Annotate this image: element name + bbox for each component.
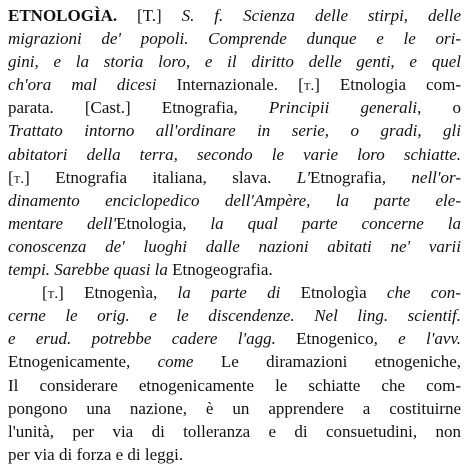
text-segment: e erud. potrebbe cadere l'agg. xyxy=(8,329,297,349)
text-line xyxy=(8,235,461,258)
text-segment: migrazioni de' popoli. Comprende dunque e le ori- xyxy=(8,29,461,49)
text-line xyxy=(8,119,461,142)
text-segment: ] Etnologia com- xyxy=(314,75,461,95)
text-segment: [ xyxy=(8,167,14,187)
text-segment: tempi. Sarebbe quasi la xyxy=(8,260,173,280)
text-line xyxy=(8,166,461,189)
text-segment: dinamento enciclopedico dell'Ampère, la parte ele- xyxy=(8,190,461,210)
text-segment: pongono una nazione, è un apprendere a costituirne xyxy=(8,398,461,418)
text-segment: , e l'avv. xyxy=(373,329,461,349)
text-segment: , come xyxy=(126,352,221,372)
text-segment: la parte di xyxy=(177,283,301,303)
text-segment: t. xyxy=(13,170,25,187)
text-segment: Etnogenico xyxy=(296,329,374,349)
text-segment: per via di forza e di leggi. xyxy=(8,444,184,464)
text-line xyxy=(8,281,461,304)
text-segment: Etnologìa xyxy=(300,283,387,303)
text-segment: [T.] xyxy=(117,6,182,25)
text-segment: Etnografia xyxy=(309,167,382,187)
text-segment: gini, e la storia loro, e il diritto delle genti, e quel xyxy=(8,52,461,72)
headword: ETNOLOGÌA. xyxy=(8,6,118,25)
text-segment: parata. [Cast.] Etnografia, xyxy=(8,98,269,118)
text-segment: , la qual parte concerne la xyxy=(182,213,461,233)
text-segment: , o xyxy=(417,98,461,118)
text-line xyxy=(8,374,461,397)
text-line xyxy=(8,73,461,96)
text-segment: abitatori della terra, secondo le varie loro schiatte. xyxy=(8,144,461,164)
text-segment: Etnologia xyxy=(116,213,183,233)
text-segment: l'unità, per via di tolleranza e di consuetudini, non xyxy=(8,421,461,441)
text-line xyxy=(8,304,461,327)
text-segment: che con- xyxy=(386,283,461,303)
text-line xyxy=(8,443,461,466)
text-segment: L' xyxy=(296,167,310,187)
text-segment: mentare dell' xyxy=(8,213,117,233)
text-line xyxy=(8,327,461,350)
text-line xyxy=(8,27,461,50)
text-segment: Principii generali xyxy=(268,98,418,118)
text-segment: ] Etnografia italiana, slava. xyxy=(24,167,297,187)
text-line xyxy=(8,397,461,420)
text-segment: ] Etnogenìa, xyxy=(58,283,178,303)
text-line xyxy=(8,50,461,73)
text-line xyxy=(8,189,461,212)
text-line xyxy=(8,258,461,281)
text-segment: ch'ora mal dicesi xyxy=(8,75,177,95)
text-segment: Trattato intorno all'ordinare in serie, o gradi, gli xyxy=(8,121,461,141)
text-line xyxy=(8,96,461,119)
text-segment: [ xyxy=(42,283,48,303)
text-segment: Internazionale. [ xyxy=(176,75,304,95)
text-segment: , nell'or- xyxy=(381,167,461,187)
text-line xyxy=(8,212,461,235)
text-line xyxy=(8,4,461,27)
text-segment: t. xyxy=(47,286,59,303)
text-segment: t. xyxy=(303,78,315,95)
text-segment: Etnogeografia. xyxy=(172,260,273,280)
text-segment: cerne le orig. e le discendenze. Nel ling. scientif. xyxy=(8,306,461,326)
text-segment: S. f. Scienza delle stirpi, delle xyxy=(181,6,461,25)
text-segment: conoscenza de' luoghi dalle nazioni abitati ne' varii xyxy=(8,236,461,256)
text-segment: Etnogenicamente xyxy=(8,352,127,372)
text-line xyxy=(8,143,461,166)
text-line xyxy=(8,350,461,373)
dictionary-entry-etnologia xyxy=(8,4,461,466)
text-line xyxy=(8,420,461,443)
text-segment: Le diramazioni etnogeniche, xyxy=(220,352,461,372)
text-segment: Il considerare etnogenicamente le schiatte che com- xyxy=(8,375,461,395)
